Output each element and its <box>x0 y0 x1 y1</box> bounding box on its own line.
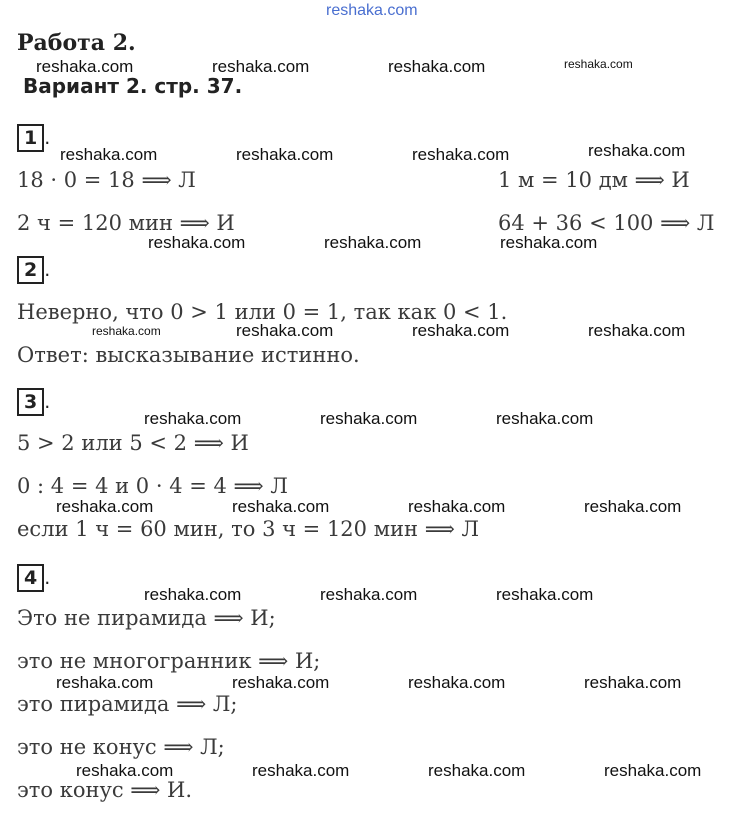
task-4-line-4: это не конус ⟹ Л; <box>17 735 225 759</box>
task-2-number <box>17 256 50 284</box>
watermark: reshaka.com <box>232 673 330 692</box>
task-3-number <box>17 388 50 416</box>
task-4-number-dot: . <box>44 567 51 589</box>
task-2-number-dot: . <box>44 259 51 281</box>
task-1-number <box>17 124 50 152</box>
task-1-line-1: 18 · 0 = 18 ⟹ Л <box>17 168 196 192</box>
task-3-line-3: если 1 ч = 60 мин, то 3 ч = 120 мин ⟹ Л <box>17 517 480 541</box>
task-1-line-2: 1 м = 10 дм ⟹ И <box>498 168 690 192</box>
watermark: reshaka.com <box>428 761 526 780</box>
watermark: reshaka.com <box>324 233 422 252</box>
watermark: reshaka.com <box>412 321 510 340</box>
task-4-line-2: это не многогранник ⟹ И; <box>17 649 321 673</box>
watermark: reshaka.com <box>320 585 418 604</box>
task-4-number-box: 4 <box>17 564 44 592</box>
watermark: reshaka.com <box>144 409 242 428</box>
watermark: reshaka.com <box>252 761 350 780</box>
task-3-number-dot: . <box>44 391 51 413</box>
task-2-number-box: 2 <box>17 256 44 284</box>
watermark: reshaka.com <box>320 409 418 428</box>
page-title: Работа 2. <box>17 30 136 56</box>
watermark: reshaka.com <box>36 57 134 76</box>
watermark: reshaka.com <box>236 145 334 164</box>
watermark: reshaka.com <box>92 324 161 338</box>
watermark: reshaka.com <box>588 141 686 160</box>
watermark: reshaka.com <box>148 233 246 252</box>
watermark: reshaka.com <box>408 497 506 516</box>
task-2-line-2: Ответ: высказывание истинно. <box>17 343 360 367</box>
watermark: reshaka.com <box>144 585 242 604</box>
watermark: reshaka.com <box>56 673 154 692</box>
task-3-number-box: 3 <box>17 388 44 416</box>
task-2-line-1: Неверно, что 0 > 1 или 0 = 1, так как 0 < 1. <box>17 300 508 324</box>
watermark: reshaka.com <box>236 321 334 340</box>
watermark: reshaka.com <box>232 497 330 516</box>
variant-heading: Вариант 2. стр. 37. <box>23 74 243 98</box>
task-1-number-box: 1 <box>17 124 44 152</box>
watermark: reshaka.com <box>584 497 682 516</box>
task-4-line-5: это конус ⟹ И. <box>17 778 193 802</box>
watermark: reshaka.com <box>412 145 510 164</box>
watermark: reshaka.com <box>564 57 633 71</box>
task-4-number <box>17 564 50 592</box>
site-header-link[interactable]: reshaka.com <box>326 2 418 19</box>
watermark: reshaka.com <box>60 145 158 164</box>
watermark: reshaka.com <box>76 761 174 780</box>
watermark: reshaka.com <box>584 673 682 692</box>
watermark: reshaka.com <box>604 761 702 780</box>
watermark: reshaka.com <box>588 321 686 340</box>
watermark: reshaka.com <box>56 497 154 516</box>
task-3-line-2: 0 : 4 = 4 и 0 · 4 = 4 ⟹ Л <box>17 474 288 498</box>
task-4-line-3: это пирамида ⟹ Л; <box>17 692 238 716</box>
watermark: reshaka.com <box>496 409 594 428</box>
task-1-line-3: 2 ч = 120 мин ⟹ И <box>17 211 235 235</box>
task-4-line-1: Это не пирамида ⟹ И; <box>17 606 276 630</box>
watermark: reshaka.com <box>212 57 310 76</box>
task-1-line-4: 64 + 36 < 100 ⟹ Л <box>498 211 715 235</box>
task-1-number-dot: . <box>44 127 51 149</box>
watermark: reshaka.com <box>388 57 486 76</box>
task-3-line-1: 5 > 2 или 5 < 2 ⟹ И <box>17 431 249 455</box>
watermark: reshaka.com <box>496 585 594 604</box>
watermark: reshaka.com <box>500 233 598 252</box>
watermark: reshaka.com <box>408 673 506 692</box>
